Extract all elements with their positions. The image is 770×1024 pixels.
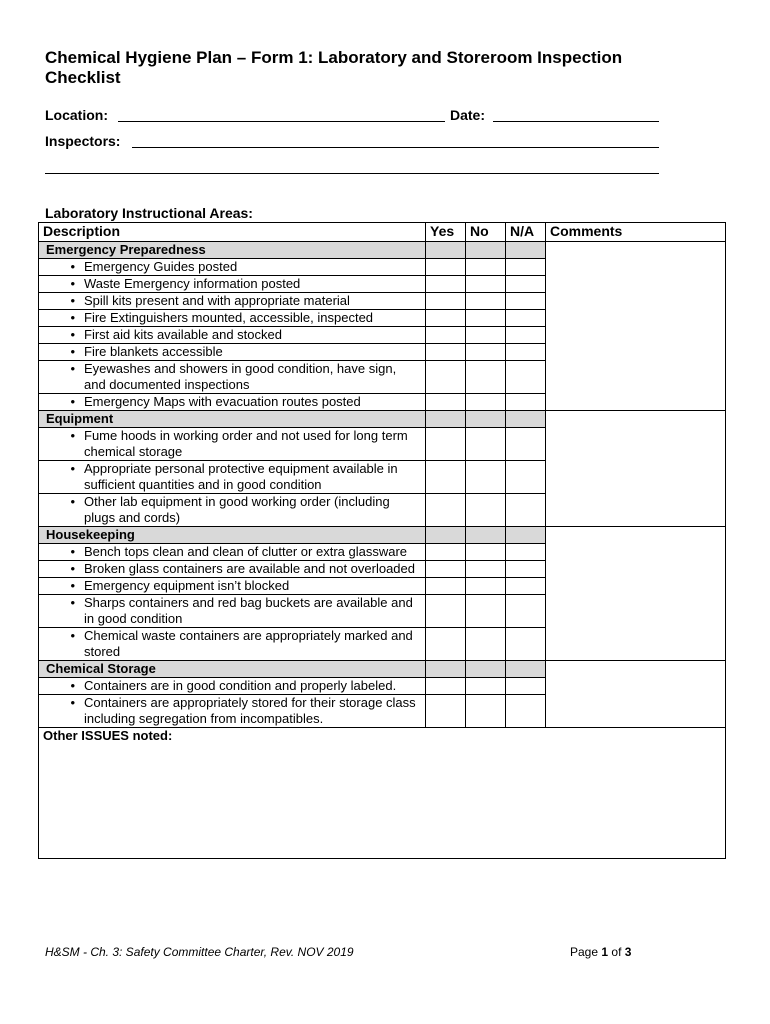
page-current: 1 [601, 945, 609, 959]
page-number [570, 945, 631, 959]
na-checkbox-cell[interactable] [506, 394, 546, 411]
category-title: Chemical Storage [39, 661, 426, 678]
item-text: Chemical waste containers are appropriately marked and stored [84, 628, 413, 659]
table-header-row [39, 223, 726, 242]
no-checkbox-cell[interactable] [466, 578, 506, 595]
header-na: N/A [506, 223, 546, 242]
category-row [39, 527, 726, 544]
bullet-icon: • [70, 327, 75, 342]
na-checkbox-cell[interactable] [506, 695, 546, 728]
no-checkbox-cell[interactable] [466, 461, 506, 494]
yes-checkbox-cell[interactable] [426, 544, 466, 561]
checklist-item [39, 276, 426, 293]
page-word: Page [570, 945, 599, 959]
comments-cell[interactable] [546, 661, 726, 728]
bullet-icon: • [70, 578, 75, 593]
other-issues-field[interactable] [39, 728, 726, 859]
no-checkbox-cell[interactable] [466, 276, 506, 293]
category-row [39, 411, 726, 428]
item-text: Spill kits present and with appropriate material [84, 293, 350, 308]
na-checkbox-cell[interactable] [506, 428, 546, 461]
bullet-icon: • [70, 361, 75, 376]
item-text: Emergency equipment isn’t blocked [84, 578, 290, 593]
item-text: First aid kits available and stocked [84, 327, 282, 342]
checklist-item [39, 595, 426, 628]
yes-cell [426, 411, 466, 428]
item-text: Bench tops clean and clean of clutter or extra glassware [84, 544, 408, 559]
na-checkbox-cell[interactable] [506, 461, 546, 494]
bullet-icon: • [70, 344, 75, 359]
checklist-item [39, 678, 426, 695]
yes-checkbox-cell[interactable] [426, 494, 466, 527]
item-text: Eyewashes and showers in good condition, have sign, and documented inspections [84, 361, 397, 392]
na-checkbox-cell[interactable] [506, 595, 546, 628]
bullet-icon: • [70, 293, 75, 308]
checklist-item [39, 361, 426, 394]
yes-checkbox-cell[interactable] [426, 361, 466, 394]
date-input-line[interactable] [493, 121, 659, 122]
item-text: Fire blankets accessible [84, 344, 223, 359]
category-title: Emergency Preparedness [39, 242, 426, 259]
yes-checkbox-cell[interactable] [426, 461, 466, 494]
inspectors-input-line-2[interactable] [45, 173, 659, 174]
yes-checkbox-cell[interactable] [426, 276, 466, 293]
checklist-item [39, 310, 426, 327]
checklist-item [39, 327, 426, 344]
yes-cell [426, 661, 466, 678]
no-checkbox-cell[interactable] [466, 695, 506, 728]
header-description: Description [39, 223, 426, 242]
inspection-table [38, 222, 726, 859]
yes-checkbox-cell[interactable] [426, 628, 466, 661]
checklist-item [39, 578, 426, 595]
checklist-item [39, 344, 426, 361]
no-checkbox-cell[interactable] [466, 310, 506, 327]
yes-cell [426, 242, 466, 259]
location-label: Location: [45, 107, 108, 123]
bullet-icon: • [70, 544, 75, 559]
item-text: Waste Emergency information posted [84, 276, 301, 291]
yes-checkbox-cell[interactable] [426, 394, 466, 411]
na-checkbox-cell[interactable] [506, 544, 546, 561]
form-title: Chemical Hygiene Plan – Form 1: Laboratory and Storeroom Inspection Checklist [45, 48, 623, 87]
checklist-item [39, 461, 426, 494]
category-row [39, 242, 726, 259]
item-text: Broken glass containers are available and not overloaded [84, 561, 415, 576]
header-yes: Yes [426, 223, 466, 242]
other-issues-row[interactable] [39, 728, 726, 859]
item-text: Other lab equipment in good working order (including plugs and cords) [84, 494, 390, 525]
na-checkbox-cell[interactable] [506, 561, 546, 578]
no-cell [466, 661, 506, 678]
date-label: Date: [450, 107, 486, 123]
checklist-item [39, 428, 426, 461]
no-checkbox-cell[interactable] [466, 259, 506, 276]
bullet-icon: • [70, 310, 75, 325]
yes-checkbox-cell[interactable] [426, 259, 466, 276]
yes-checkbox-cell[interactable] [426, 695, 466, 728]
na-cell [506, 242, 546, 259]
na-checkbox-cell[interactable] [506, 628, 546, 661]
na-checkbox-cell[interactable] [506, 276, 546, 293]
header-comments: Comments [546, 223, 726, 242]
item-text: Emergency Guides posted [84, 259, 238, 274]
bullet-icon: • [70, 561, 75, 576]
na-checkbox-cell[interactable] [506, 578, 546, 595]
comments-cell[interactable] [546, 527, 726, 661]
no-checkbox-cell[interactable] [466, 327, 506, 344]
bullet-icon: • [70, 259, 75, 274]
no-checkbox-cell[interactable] [466, 561, 506, 578]
na-checkbox-cell[interactable] [506, 293, 546, 310]
checklist-item [39, 628, 426, 661]
inspectors-input-line[interactable] [132, 147, 659, 148]
checklist-item [39, 494, 426, 527]
header-no: No [466, 223, 506, 242]
category-row [39, 661, 726, 678]
yes-checkbox-cell[interactable] [426, 344, 466, 361]
other-issues-label: Other ISSUES noted: [43, 728, 173, 743]
no-checkbox-cell[interactable] [466, 628, 506, 661]
category-title: Equipment [39, 411, 426, 428]
section-title: Laboratory Instructional Areas: [45, 205, 253, 221]
na-checkbox-cell[interactable] [506, 259, 546, 276]
yes-checkbox-cell[interactable] [426, 428, 466, 461]
na-checkbox-cell[interactable] [506, 344, 546, 361]
na-cell [506, 411, 546, 428]
bullet-icon: • [70, 678, 75, 693]
item-text: Fume hoods in working order and not used for long term chemical storage [84, 428, 408, 459]
page-total: 3 [624, 945, 632, 959]
comments-cell[interactable] [546, 242, 726, 411]
checklist-item [39, 544, 426, 561]
checklist-item [39, 394, 426, 411]
table-body [39, 242, 726, 859]
item-text: Appropriate personal protective equipment available in sufficient quantities and in good condition [84, 461, 398, 492]
yes-checkbox-cell[interactable] [426, 578, 466, 595]
bullet-icon: • [70, 428, 75, 443]
bullet-icon: • [70, 595, 75, 610]
no-cell [466, 411, 506, 428]
item-text: Emergency Maps with evacuation routes posted [84, 394, 361, 409]
no-checkbox-cell[interactable] [466, 344, 506, 361]
location-input-line[interactable] [118, 121, 445, 122]
na-cell [506, 661, 546, 678]
bullet-icon: • [70, 494, 75, 509]
bullet-icon: • [70, 628, 75, 643]
footer-reference: H&SM - Ch. 3: Safety Committee Charter, Rev. NOV 2019 [45, 945, 354, 959]
yes-checkbox-cell[interactable] [426, 595, 466, 628]
yes-cell [426, 527, 466, 544]
no-cell [466, 527, 506, 544]
checklist-item [39, 293, 426, 310]
checklist-item [39, 561, 426, 578]
checklist-item [39, 695, 426, 728]
page-of: of [611, 945, 622, 959]
comments-cell[interactable] [546, 411, 726, 527]
no-checkbox-cell[interactable] [466, 678, 506, 695]
bullet-icon: • [70, 394, 75, 409]
no-cell [466, 242, 506, 259]
inspectors-label: Inspectors: [45, 133, 121, 149]
no-checkbox-cell[interactable] [466, 361, 506, 394]
item-text: Fire Extinguishers mounted, accessible, inspected [84, 310, 374, 325]
no-checkbox-cell[interactable] [466, 394, 506, 411]
na-cell [506, 527, 546, 544]
no-checkbox-cell[interactable] [466, 428, 506, 461]
bullet-icon: • [70, 695, 75, 710]
na-checkbox-cell[interactable] [506, 494, 546, 527]
na-checkbox-cell[interactable] [506, 678, 546, 695]
yes-checkbox-cell[interactable] [426, 310, 466, 327]
na-checkbox-cell[interactable] [506, 361, 546, 394]
na-checkbox-cell[interactable] [506, 310, 546, 327]
item-text: Sharps containers and red bag buckets are available and in good condition [84, 595, 413, 626]
item-text: Containers are appropriately stored for their storage class including segregation from incompatibles. [84, 695, 416, 726]
item-text: Containers are in good condition and properly labeled. [84, 678, 397, 693]
yes-checkbox-cell[interactable] [426, 327, 466, 344]
category-title: Housekeeping [39, 527, 426, 544]
yes-checkbox-cell[interactable] [426, 678, 466, 695]
no-checkbox-cell[interactable] [466, 595, 506, 628]
bullet-icon: • [70, 461, 75, 476]
na-checkbox-cell[interactable] [506, 327, 546, 344]
yes-checkbox-cell[interactable] [426, 561, 466, 578]
no-checkbox-cell[interactable] [466, 544, 506, 561]
yes-checkbox-cell[interactable] [426, 293, 466, 310]
no-checkbox-cell[interactable] [466, 293, 506, 310]
checklist-item [39, 259, 426, 276]
bullet-icon: • [70, 276, 75, 291]
no-checkbox-cell[interactable] [466, 494, 506, 527]
